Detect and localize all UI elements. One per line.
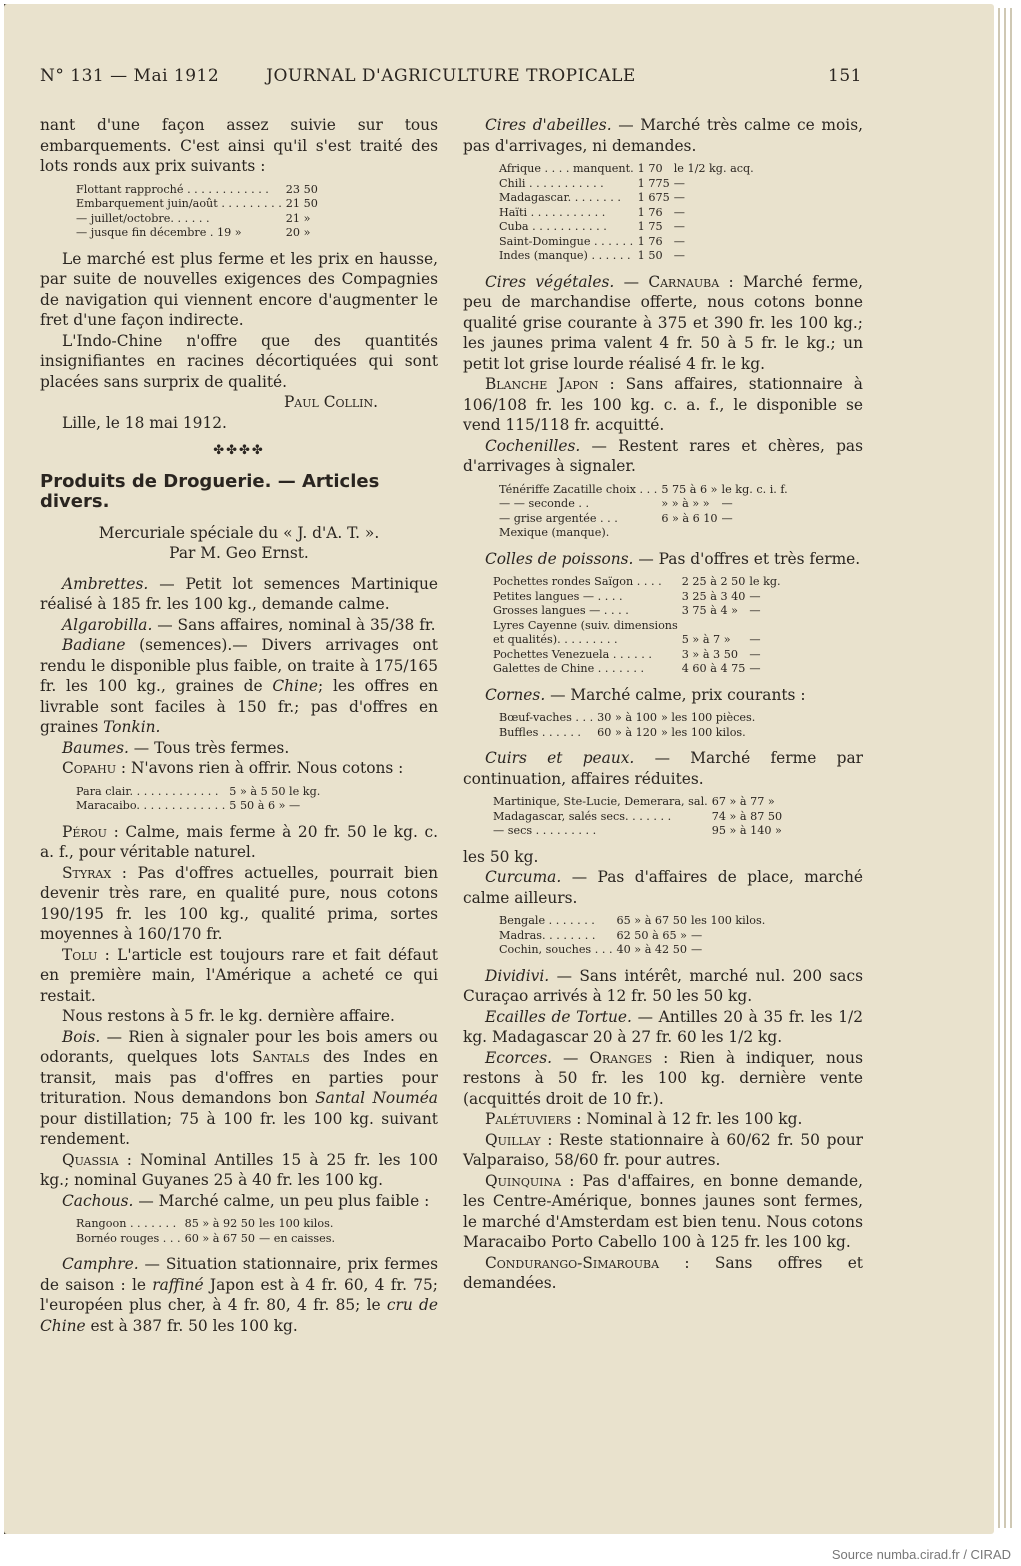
signature: Paul Collin. <box>283 393 378 411</box>
price-cell: Saint-Domingue . . . . . . <box>499 234 634 248</box>
price-cell: 4 60 à 4 75 <box>681 662 746 675</box>
entry-text: : Sans affaires, stationnaire à 106/108 fr. les 100 kg. c. a. f., le disponible se vend 115/118 fr. acquitté. <box>463 375 863 434</box>
price-row <box>493 575 785 590</box>
entry-ecailles <box>463 1007 863 1048</box>
price-cell: 2 25 à 2 50 <box>681 575 746 588</box>
price-cell: Embarquement juin/août . . . . . . . . . <box>76 197 282 210</box>
price-row <box>499 526 792 541</box>
price-cell: Bornéo rouges . . . <box>76 1231 181 1245</box>
price-row <box>499 497 792 512</box>
entry-cuirs <box>463 748 863 789</box>
paragraph: L'Indo-Chine n'offre que des quantités insignifiantes en racines décortiquées qui sont placées sans surprix de qualité. <box>40 331 438 391</box>
price-cell: » les 100 kilos. <box>660 725 746 739</box>
entry-text: Japon est à 4 fr. 60, 4 fr. 75; l'européen plus cher, à 4 fr. 80, 4 fr. 85; le <box>40 1275 438 1314</box>
price-cell <box>722 526 792 541</box>
price-row <box>499 249 758 264</box>
price-cell: 5 75 à 6 » <box>661 482 718 496</box>
entry-heading: Cuirs et peaux. <box>485 749 635 767</box>
entry-text: : Pas d'affaires, en bonne demande, les Centre-Amérique, bonnes jaunes sont fermes, le marché d'Amsterdam est bien tenu. Nous cotons Maracaibo Porto Cabello 100 à 125 fr. les 100 kg. <box>463 1171 863 1251</box>
price-cell: 3 75 à 4 » <box>681 604 738 617</box>
entry-bois <box>40 1027 438 1150</box>
entry-heading: Quillay <box>485 1130 541 1149</box>
price-cell: 1 675 <box>637 191 670 204</box>
price-row <box>76 785 324 800</box>
entry-heading: Palétuviers <box>485 1110 572 1128</box>
entry-text: : Pas d'offres actuelles, pourrait bien devenir très rare, en qualité pure, nous cotons 190/195 fr. les 100 kg., qualité prima, sortes moyennes à 160/170 fr. <box>40 863 438 943</box>
entry-text: — Sans affaires, nominal à 35/38 fr. <box>152 615 436 634</box>
entry-text: : N'avons rien à offrir. Nous cotons : <box>116 759 404 777</box>
price-cell: — <box>749 589 761 603</box>
price-cell: Mexique (manque). <box>499 526 610 539</box>
section-author <box>40 543 438 564</box>
price-row <box>493 590 785 605</box>
entry-colles <box>463 549 863 570</box>
price-cell: 67 » à 77 » <box>711 795 775 808</box>
entry-cochenilles <box>463 436 863 477</box>
price-cell: — — seconde . . <box>499 497 590 510</box>
price-cell: » les 100 pièces. <box>660 711 756 724</box>
entry-text: est à 387 fr. 50 les 100 kg. <box>85 1316 298 1335</box>
price-row <box>493 633 785 648</box>
price-row <box>499 726 759 741</box>
price-cell: 95 » à 140 » <box>711 824 782 837</box>
price-row <box>493 648 785 663</box>
price-cell: » » à » » <box>661 497 710 510</box>
price-row <box>499 206 758 221</box>
price-row <box>76 183 322 198</box>
entry-baumes <box>40 738 438 759</box>
price-table <box>76 1217 339 1246</box>
price-row <box>493 810 786 825</box>
entry-text: : Nominal à 12 fr. les 100 kg. <box>571 1110 803 1128</box>
entry-text: pour distillation; 75 à 100 fr. les 100 kg. suivant rendement. <box>40 1109 438 1148</box>
entry-text: (semences).— Divers arrivages ont rendu le disponible plus faible, on traite à 175/165 fr. les 100 kg., graines de <box>40 636 438 695</box>
entry-text: des Indes en transit, mais pas d'offres en parties pour trituration. Nous demandons bon <box>40 1048 438 1107</box>
price-row <box>493 619 785 634</box>
entry-heading: Cochenilles. <box>485 436 581 455</box>
entry-styrax <box>40 863 438 945</box>
price-table <box>76 785 324 814</box>
entry-smallcaps: Oranges <box>589 1048 653 1067</box>
entry-camphre <box>40 1254 438 1336</box>
entry-italic: cru de Chine <box>40 1296 438 1335</box>
entry-heading: Pérou <box>62 822 107 841</box>
price-table <box>493 575 785 677</box>
entry-heading: Cornes. <box>485 685 546 704</box>
price-cell: Galettes de Chine . . . . . . . <box>493 662 645 675</box>
price-cell: 60 » à 67 50 <box>184 1231 256 1245</box>
entry-tolu <box>40 945 438 1007</box>
entry-text: : Sans offres et demandées. <box>463 1253 863 1292</box>
price-row <box>76 212 322 227</box>
price-row <box>499 191 758 206</box>
price-row <box>499 512 792 527</box>
entry-heading: Curcuma. <box>485 868 562 886</box>
price-cell: 3 25 à 3 40 <box>681 589 746 603</box>
running-header <box>40 66 862 88</box>
entry-text: : L'article est toujours rare et fait défaut en première main, l'Amérique a acheté ce qui restait. <box>40 945 438 1005</box>
price-cell: 5 » à 7 » <box>681 633 731 646</box>
price-cell: Bengale . . . . . . . <box>499 914 595 927</box>
price-cell: — <box>721 497 733 510</box>
price-row <box>76 226 322 241</box>
price-cell: — <box>673 220 685 233</box>
entry-heading: Ambrettes. <box>62 574 149 593</box>
price-row <box>493 604 785 619</box>
price-cell: — grise argentée . . . <box>499 511 618 525</box>
price-cell: — <box>673 191 685 204</box>
price-row <box>499 235 758 250</box>
entry-italic: Chine <box>272 677 318 695</box>
price-cell: Ténériffe Zacatille choix . . . <box>499 482 658 496</box>
dash: — <box>614 272 649 291</box>
price-row <box>499 943 769 958</box>
entry-text: — Rien à signaler pour les bois amers ou odorants, quelques lots <box>40 1027 438 1066</box>
entry-smallcaps: Carnauba <box>648 272 720 291</box>
page-number: 151 <box>828 66 862 86</box>
price-row <box>76 197 322 212</box>
price-row <box>499 162 758 177</box>
entry-dividivi <box>463 966 863 1007</box>
paragraph: Le marché est plus ferme et les prix en hausse, par suite de nouvelles exigences des Compagnies de navigation qui viennent encore d'augmenter le fret d'une façon indirecte. <box>40 249 438 329</box>
price-cell: Madagascar. . . . . . . . <box>499 191 621 204</box>
entry-text: — Marché calme, prix courants : <box>545 685 806 704</box>
entry-text: — Situation stationnaire, prix fermes de saison : le <box>40 1255 438 1294</box>
dash: — <box>552 1048 590 1067</box>
price-cell: Madras. . . . . . . . <box>499 928 596 942</box>
entry-text: ; les offres en livrable sont faciles à 150 fr.; pas d'offres en graines <box>40 677 438 736</box>
entry-heading: Cires d'abeilles. <box>485 116 612 134</box>
price-row <box>493 824 786 839</box>
entry-ecorces <box>463 1048 863 1110</box>
left-column <box>40 115 438 1336</box>
dateline: Lille, le 18 mai 1912. <box>62 413 227 432</box>
price-cell: — <box>673 205 685 219</box>
entry-heading: Ecailles de Tortue. <box>485 1007 632 1026</box>
price-cell: 5 50 à 6 » — <box>229 799 301 812</box>
price-cell: Bœuf-vaches . . . <box>499 711 594 724</box>
entry-heading: Baumes. <box>62 738 129 757</box>
price-cell: Pochettes rondes Saïgon . . . . <box>493 575 662 588</box>
price-cell: — juillet/octobre. . . . . . <box>76 211 210 225</box>
entry-heading: Ecorces. <box>485 1048 552 1067</box>
source-credit: Source numba.cirad.fr / CIRAD <box>831 1547 1011 1562</box>
section-subtitle: Mercuriale spéciale du « J. d'A. T. ». <box>98 523 380 542</box>
price-cell: — <box>749 662 761 675</box>
price-cell: 1 76 <box>637 205 663 219</box>
price-cell: Cochin, souches . . . <box>499 943 613 956</box>
price-cell: Afrique . . . . manquent. <box>499 162 634 175</box>
entry-heading: Camphre. <box>62 1255 139 1273</box>
price-cell: — <box>749 633 761 646</box>
price-cell: et qualités). . . . . . . . . <box>493 633 618 646</box>
entry-text: — Tous très fermes. <box>128 738 290 757</box>
price-table <box>493 795 786 839</box>
price-cell <box>749 619 784 634</box>
paragraph: nant d'une façon assez suivie sur tous embarquements. C'est ainsi qu'il s'est traité des lots ronds aux prix suivants : <box>40 116 438 175</box>
entry-cachous <box>40 1191 438 1212</box>
price-cell: 30 » à 100 <box>597 711 657 724</box>
price-cell: 23 50 <box>285 182 318 196</box>
entry-text: — Petit lot semences Martinique réalisé à 185 fr. les 100 kg., demande calme. <box>40 574 438 613</box>
price-cell: 62 50 à 65 » <box>616 928 687 942</box>
price-cell: — <box>749 604 761 617</box>
price-cell: Maracaibo. . . . . . . . . . . . . <box>76 799 226 812</box>
price-table <box>499 483 792 541</box>
entry-algarobilla <box>40 615 438 636</box>
entry-heading: Cires végétales. <box>485 272 615 291</box>
price-table <box>76 183 322 241</box>
price-cell: 20 » <box>285 226 311 239</box>
price-cell: Indes (manque) . . . . . . <box>499 249 631 262</box>
entry-heading: Condurango-Simarouba <box>485 1253 660 1272</box>
entry-blanche-japon <box>463 374 863 436</box>
entry-italic: Tonkin. <box>103 718 161 736</box>
price-cell: Martinique, Ste-Lucie, Demerara, sal. <box>493 795 708 808</box>
price-cell: 21 » <box>285 211 311 225</box>
price-cell: Rangoon . . . . . . . <box>76 1217 177 1230</box>
entry-heading: Blanche Japon <box>485 375 599 393</box>
price-cell: 1 75 <box>637 220 663 233</box>
price-cell: Haïti . . . . . . . . . . . <box>499 205 606 219</box>
entry-quinquina <box>463 1171 863 1253</box>
entry-text: — Marché très calme ce mois, pas d'arrivages, ni demandes. <box>463 116 863 155</box>
entry-heading: Algarobilla. <box>62 615 153 634</box>
price-cell: Para clair. . . . . . . . . . . . . <box>76 784 219 798</box>
entry-badiane <box>40 635 438 738</box>
price-cell: Buffles . . . . . . <box>499 725 581 739</box>
price-cell: le 1/2 kg. acq. <box>673 162 754 175</box>
price-cell: — <box>749 647 761 661</box>
price-cell: 6 » à 6 10 <box>661 511 718 525</box>
price-cell: 74 » à 87 50 <box>711 809 783 823</box>
entry-heading: Cachous. <box>62 1191 134 1210</box>
author-name: Par M. Geo Ernst. <box>169 544 309 562</box>
price-cell: Chili . . . . . . . . . . . <box>499 176 604 190</box>
entry-text: : Reste stationnaire à 60/62 fr. 50 pour Valparaiso, 58/60 fr. pour autres. <box>463 1130 863 1169</box>
price-table <box>499 711 759 740</box>
entry-heading: Quassia <box>62 1150 119 1169</box>
paragraph: Nous restons à 5 fr. le kg. dernière affaire. <box>62 1007 395 1025</box>
price-cell: 21 50 <box>285 197 318 210</box>
page-edge <box>1010 8 1012 1528</box>
price-cell: — jusque fin décembre . 19 » <box>76 226 242 239</box>
price-cell: 60 » à 120 <box>597 725 657 739</box>
entry-text: — Antilles 20 à 35 fr. les 1/2 kg. Madagascar 20 à 27 fr. 60 les 1/2 kg. <box>463 1007 864 1046</box>
right-column <box>463 115 863 1294</box>
entry-text: — Pas d'offres et très ferme. <box>633 549 861 568</box>
price-row <box>76 799 324 814</box>
price-cell: — secs . . . . . . . . . <box>493 824 597 837</box>
entry-text: — Marché calme, un peu plus faible : <box>133 1191 430 1210</box>
price-cell: le kg. <box>749 575 781 588</box>
price-cell: — <box>673 249 685 262</box>
price-cell: 3 » à 3 50 <box>681 647 738 661</box>
entry-cires-vegetales <box>463 272 863 375</box>
price-cell: Petites langues — . . . . <box>493 589 623 603</box>
entry-heading: Styrax <box>62 863 112 882</box>
price-cell: — <box>690 943 703 956</box>
price-cell: — <box>673 176 685 190</box>
entry-heading: Badiane <box>62 636 126 654</box>
entry-heading: Quinquina <box>485 1171 562 1190</box>
entry-text: — Restent rares et chères, pas d'arrivages à signaler. <box>463 436 863 475</box>
price-row <box>499 929 769 944</box>
price-row <box>499 220 758 235</box>
price-cell: 1 76 <box>637 234 663 248</box>
price-row <box>499 177 758 192</box>
paragraph: les 50 kg. <box>463 847 539 866</box>
price-table <box>499 914 769 958</box>
price-row <box>499 914 769 929</box>
entry-quassia <box>40 1150 438 1191</box>
price-row <box>76 1217 339 1232</box>
price-cell: Grosses langues — . . . . <box>493 604 629 617</box>
price-cell: Lyres Cayenne (suiv. dimensions <box>493 618 678 632</box>
entry-heading: Tolu <box>62 945 98 964</box>
entry-quillay <box>463 1130 863 1171</box>
entry-perou <box>40 822 438 863</box>
entry-text: : Rien à indiquer, nous restons à 50 fr. les 100 kg. dernière vente (acquittés droit de 10 fr.). <box>463 1048 863 1108</box>
section-title: Produits de Droguerie. — Articles divers. <box>40 470 380 512</box>
price-cell: 65 » à 67 50 <box>616 914 687 927</box>
price-cell: 85 » à 92 50 <box>184 1217 256 1230</box>
price-cell: 1 70 <box>637 162 663 175</box>
issue-number: N° 131 — Mai 1912 <box>40 66 220 86</box>
price-cell <box>682 619 750 634</box>
price-cell <box>661 526 721 541</box>
entry-text: : Marché ferme, peu de marchandise offerte, nous cotons bonne qualité grise courante à 375 et 390 fr. les 100 kg.; les jaunes prima valent 4 fr. 50 à 5 fr. le kg.; un petit lot grise lourde réalisé 4 fr. le kg. <box>463 272 863 373</box>
price-cell: — <box>673 234 685 248</box>
entry-heading: Bois. <box>62 1027 101 1046</box>
price-cell: Madagascar, salés secs. . . . . . . <box>493 809 672 823</box>
price-cell: les 100 kilos. <box>690 914 766 927</box>
page-edge <box>1004 8 1006 1528</box>
entry-text: : Calme, mais ferme à 20 fr. 50 le kg. c. a. f., pour véritable naturel. <box>40 822 438 861</box>
price-row <box>493 662 785 677</box>
entry-cornes <box>463 685 863 706</box>
price-cell: le kg. c. i. f. <box>721 482 788 496</box>
price-cell: 1 775 <box>637 176 670 190</box>
price-cell: 40 » à 42 50 <box>616 943 687 956</box>
price-cell: les 100 kilos. <box>259 1217 334 1230</box>
entry-heading: Colles de poissons. <box>485 549 634 568</box>
entry-italic: raffiné <box>152 1275 204 1294</box>
entry-paletuviers <box>463 1109 863 1130</box>
price-cell: 1 50 <box>637 249 663 262</box>
journal-title: JOURNAL D'AGRICULTURE TROPICALE <box>266 66 636 86</box>
entry-text: — Sans intérêt, marché nul. 200 sacs Curaçao arrivés à 12 fr. 50 les 50 kg. <box>463 966 863 1005</box>
entry-ambrettes <box>40 574 438 615</box>
price-cell: — <box>721 511 733 525</box>
entry-smallcaps: Santals <box>252 1048 310 1066</box>
entry-heading: Copahu <box>62 759 116 777</box>
ornament: ✤✤✤✤ <box>213 443 265 458</box>
price-row <box>499 711 759 726</box>
price-row <box>493 795 786 810</box>
price-row <box>499 483 792 498</box>
price-row <box>76 1232 339 1247</box>
entry-italic: Santal Nouméa <box>315 1089 438 1107</box>
entry-text: — Pas d'affaires de place, marché calme ailleurs. <box>463 868 863 907</box>
entry-text: — Marché ferme par continuation, affaires réduites. <box>463 749 863 788</box>
entry-text: : Nominal Antilles 15 à 25 fr. les 100 kg.; nominal Guyanes 25 à 40 fr. les 100 kg. <box>40 1150 438 1189</box>
page-edge <box>998 8 1000 1528</box>
entry-copahu <box>40 758 438 779</box>
price-cell: Cuba . . . . . . . . . . . <box>499 220 607 233</box>
entry-heading: Dividivi. <box>485 966 550 985</box>
price-table <box>499 162 758 264</box>
price-cell: Flottant rapproché . . . . . . . . . . . . <box>76 182 269 196</box>
price-cell: — en caisses. <box>259 1231 336 1245</box>
price-cell: Pochettes Venezuela . . . . . . <box>493 647 652 661</box>
price-cell: — <box>690 928 703 942</box>
entry-condurango <box>463 1253 863 1294</box>
price-cell: 5 » à 5 50 le kg. <box>229 784 321 798</box>
entry-cires-abeilles <box>463 115 863 156</box>
entry-curcuma <box>463 867 863 908</box>
